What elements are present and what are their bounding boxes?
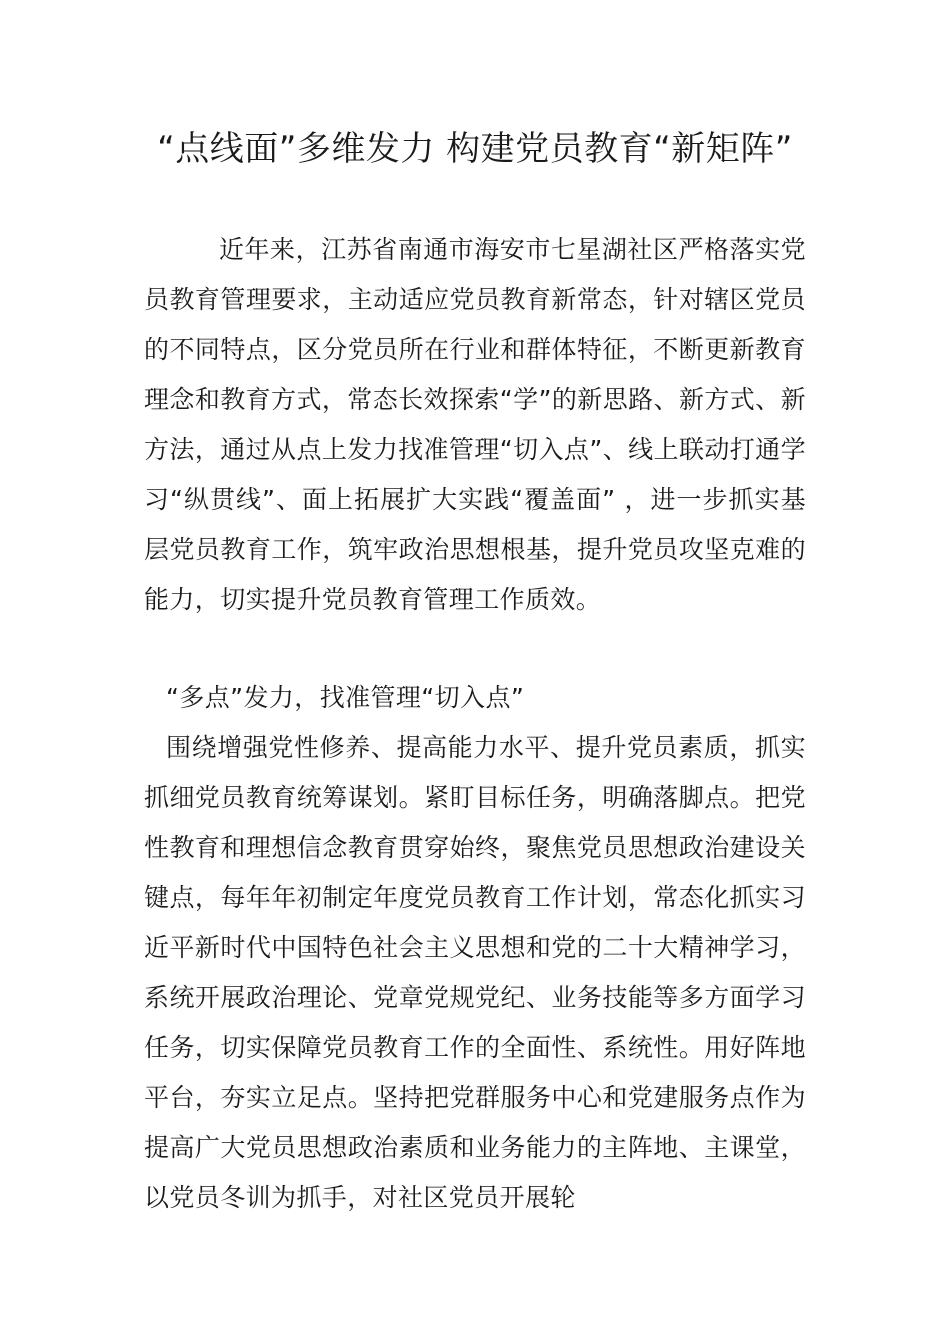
section-paragraph: 围绕增强党性修养、提高能力水平、提升党员素质，抓实抓细党员教育统筹谋划。紧盯目标任务，明确落脚点。把党性教育和理想信念教育贯穿始终，聚焦党员思想政治建设关键点，每年年初制定年度党员教育工作计划，常态化抓实习近平新时代中国特色社会主义思想和党的二十大精神学习，系统开展政治理论、党章党规党纪、业务技能等多方面学习任务，切实保障党员教育工作的全面性、系统性。用好阵地平台，夯实立足点。坚持把党群服务中心和党建服务点作为提高广大党员思想政治素质和业务能力的主阵地、主课堂，以党员冬训为抓手，对社区党员开展轮 — [144, 733, 806, 1212]
document-title: “点线面”多维发力 构建党员教育“新矩阵” — [157, 129, 793, 169]
section-heading: “多点”发力，找准管理“切入点” — [166, 683, 525, 712]
intro-paragraph: 近年来，江苏省南通市海安市七星湖社区严格落实党员教育管理要求，主动适应党员教育新常态，针对辖区党员的不同特点，区分党员所在行业和群体特征，不断更新教育理念和教育方式，常态长效探索“学”的新思路、新方式、新方法，通过从点上发力找准管理“切入点”、线上联动打通学习“纵贯线”、面上拓展扩大实践“覆盖面” ，进一步抓实基层党员教育工作，筑牢政治思想根基，提升党员攻坚克难的能力，切实提升党员教育管理工作质效。 — [144, 235, 806, 614]
